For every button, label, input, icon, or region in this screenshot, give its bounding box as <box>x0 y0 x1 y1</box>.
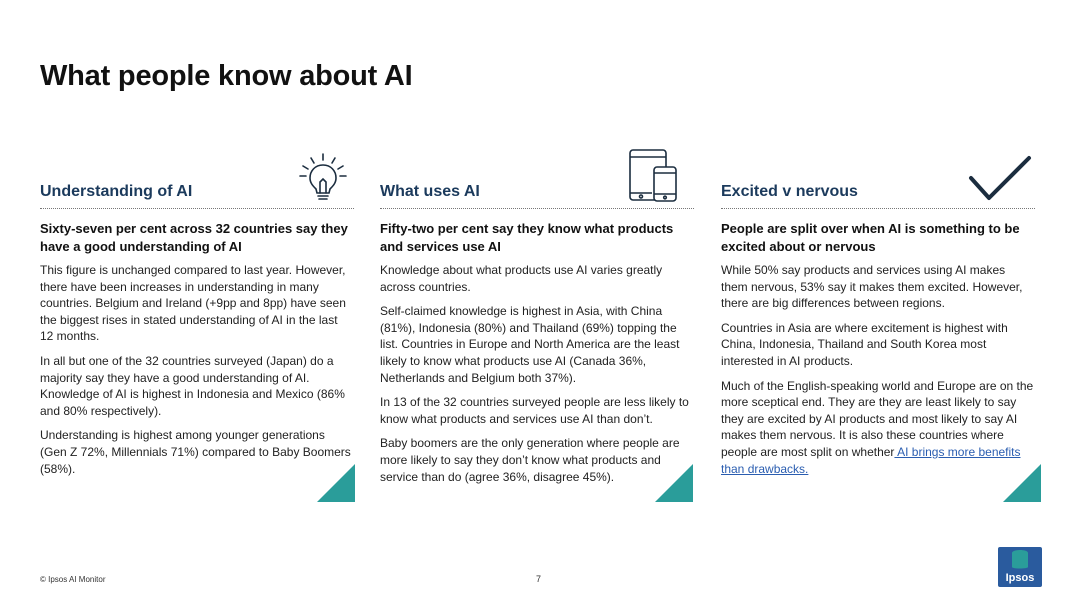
column-heading: Excited v nervous <box>721 183 858 200</box>
column-heading: What uses AI <box>380 183 480 200</box>
column-paragraph: Baby boomers are the only generation where people are more likely to say they don’t know what products and service than do (agree 36%, disagree 45%). <box>380 436 680 484</box>
page-number: 7 <box>536 574 542 584</box>
corner-triangle-icon <box>1003 464 1041 502</box>
column-paragraph: Understanding is highest among younger generations (Gen Z 72%, Millennials 71%) compared to Baby Boomers (58%). <box>40 428 351 476</box>
corner-triangle-icon <box>655 464 693 502</box>
logo-text: Ipsos <box>1005 572 1035 584</box>
paragraph-text: Much of the English-speaking world and Europe are on the more sceptical end. They are they are least likely to say they are excited by AI products and most likely to say AI makes them nervous. It is also these countries where people are most split on whether <box>721 378 1034 459</box>
footer-copyright: © Ipsos AI Monitor <box>40 575 106 584</box>
column-paragraph: Self-claimed knowledge is highest in Asia, with China (81%), Indonesia (80%) and Thailand (69%) topping the list. Countries in Europe and North America are the least likely to know what products use AI (Canada 36%, Netherlands and Belgium both 37%). <box>380 304 680 385</box>
column-what-uses-ai <box>380 150 694 493</box>
column-paragraph: Countries in Asia are where excitement is highest with China, Indonesia, Thailand and South Korea most interested in AI products. <box>721 320 1008 368</box>
column-header <box>380 150 694 209</box>
column-understanding <box>40 150 354 485</box>
column-paragraph: While 50% say products and services using AI makes them nervous, 53% say it makes them excited. However, there are big differences between regions. <box>721 263 1023 311</box>
ipsos-logo <box>998 547 1042 587</box>
column-paragraph: This figure is unchanged compared to last year. However, there have been increases in understanding in many countries. Belgium and Ireland (+9pp and 8pp) have seen the biggest rises in stated understanding of AI in the last 12 months. <box>40 263 346 344</box>
column-paragraph <box>721 378 1035 478</box>
column-lead: Sixty-seven per cent across 32 countries say they have a good understanding of AI <box>40 221 348 254</box>
page-title: What people know about AI <box>40 60 413 92</box>
column-header <box>721 150 1035 209</box>
column-lead: People are split over when AI is something to be excited about or nervous <box>721 221 1020 254</box>
devices-icon <box>628 148 694 204</box>
corner-triangle-icon <box>317 464 355 502</box>
column-paragraph: In 13 of the 32 countries surveyed people are less likely to know what products and services use AI than don’t. <box>380 395 689 426</box>
column-excited-v-nervous <box>721 150 1035 485</box>
column-header <box>40 150 354 209</box>
benefits-drawbacks-link[interactable]: AI brings more benefits than drawbacks. <box>721 444 1021 476</box>
column-lead: Fifty-two per cent say they know what products and services use AI <box>380 221 674 254</box>
column-heading: Understanding of AI <box>40 183 193 200</box>
lightbulb-icon <box>296 152 354 204</box>
column-paragraph: In all but one of the 32 countries surveyed (Japan) do a majority say they have a good understanding of AI. Knowledge of AI is highest in Indonesia and Mexico (86% and 80% respectively). <box>40 353 345 418</box>
column-paragraph: Knowledge about what products use AI varies greatly across countries. <box>380 263 663 294</box>
checkmark-icon <box>965 154 1035 204</box>
